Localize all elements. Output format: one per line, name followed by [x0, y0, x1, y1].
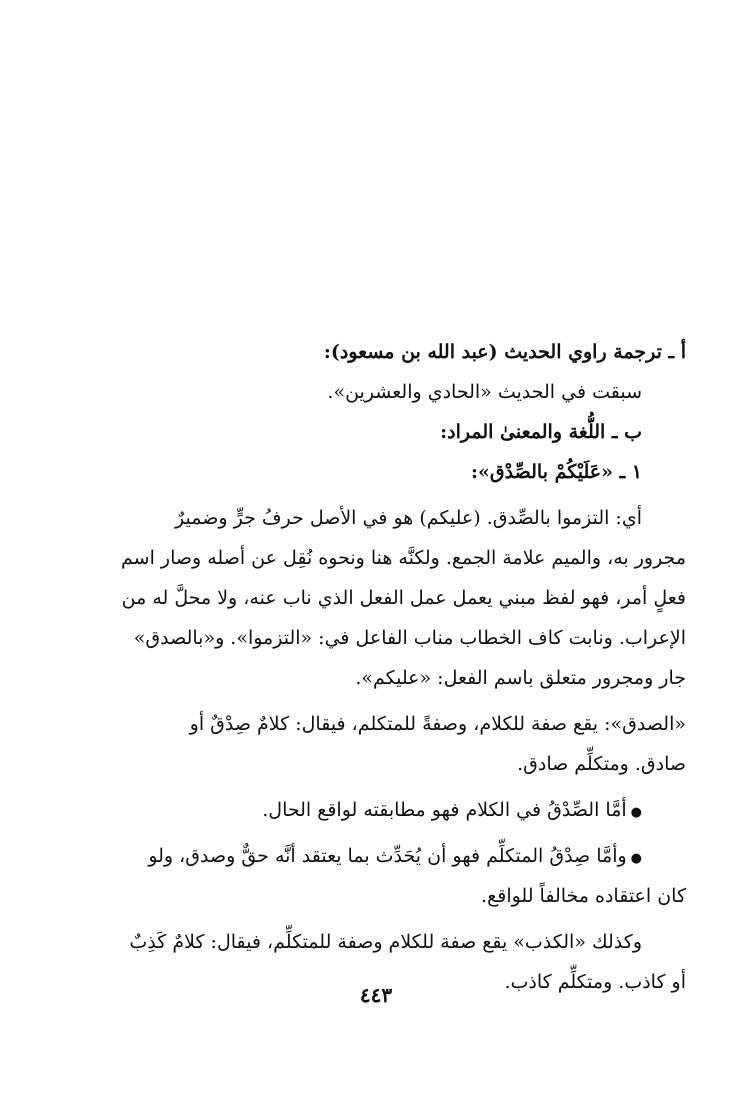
body-line: الإعراب. ونابت كاف الخطاب مناب الفاعل في: «التزموا». و«بالصدق» — [133, 627, 686, 649]
body-line: وكذلك «الكذب» يقع صفة للكلام وصفة للمتكلِّم، فيقال: كلامٌ كَذِبٌ — [129, 931, 642, 953]
section-heading-narrator: أ ـ ترجمة راوي الحديث (عبد الله بن مسعود): — [323, 341, 686, 363]
subheading-alaykum: ١ ـ «عَلَيْكُمْ بالصِّدْق»: — [471, 461, 642, 483]
body-line: مجرور به، والميم علامة الجمع. ولكنَّه هنا ونحوه نُقِل عن أصله وصار اسم — [121, 547, 686, 569]
bullet-item: ● أمَّا الصِّدْقُ في الكلام فهو مطابقته لواقع الحال. — [66, 790, 686, 830]
page-number: ٤٤٣ — [359, 983, 393, 1007]
body-line: صادق. ومتكلِّم صادق. — [517, 753, 686, 775]
body-line: فعلٍ أمر، فهو لفظ مبني يعمل عمل الفعل الذي ناب عنه، ولا محلَّ له من — [121, 587, 686, 609]
body-line: جار ومجرور متعلق باسم الفعل: «عليكم». — [355, 667, 686, 689]
body-line: سبقت في الحديث «الحادي والعشرين». — [327, 381, 642, 403]
body-line: كان اعتقاده مخالفاً للواقع. — [481, 885, 686, 907]
bullet-item: ● وأمَّا صِدْقُ المتكلِّم فهو أن يُحَدِّث بما يعتقد أنَّه حقٌّ وصدق، ولو — [66, 836, 686, 876]
section-heading-language: ب ـ اللُّغة والمعنىٰ المراد: — [440, 421, 642, 443]
page-body — [66, 332, 686, 1002]
body-line: أو كاذب. ومتكلِّم كاذب. — [504, 971, 686, 993]
body-line: أي: التزموا بالصِّدق. (عليكم) هو في الأصل حرفُ جرٍّ وضميرٌ — [175, 507, 642, 529]
body-line: «الصدق»: يقع صفة للكلام، وصفةً للمتكلم، فيقال: كلامٌ صِدْقٌ أو — [189, 713, 686, 735]
